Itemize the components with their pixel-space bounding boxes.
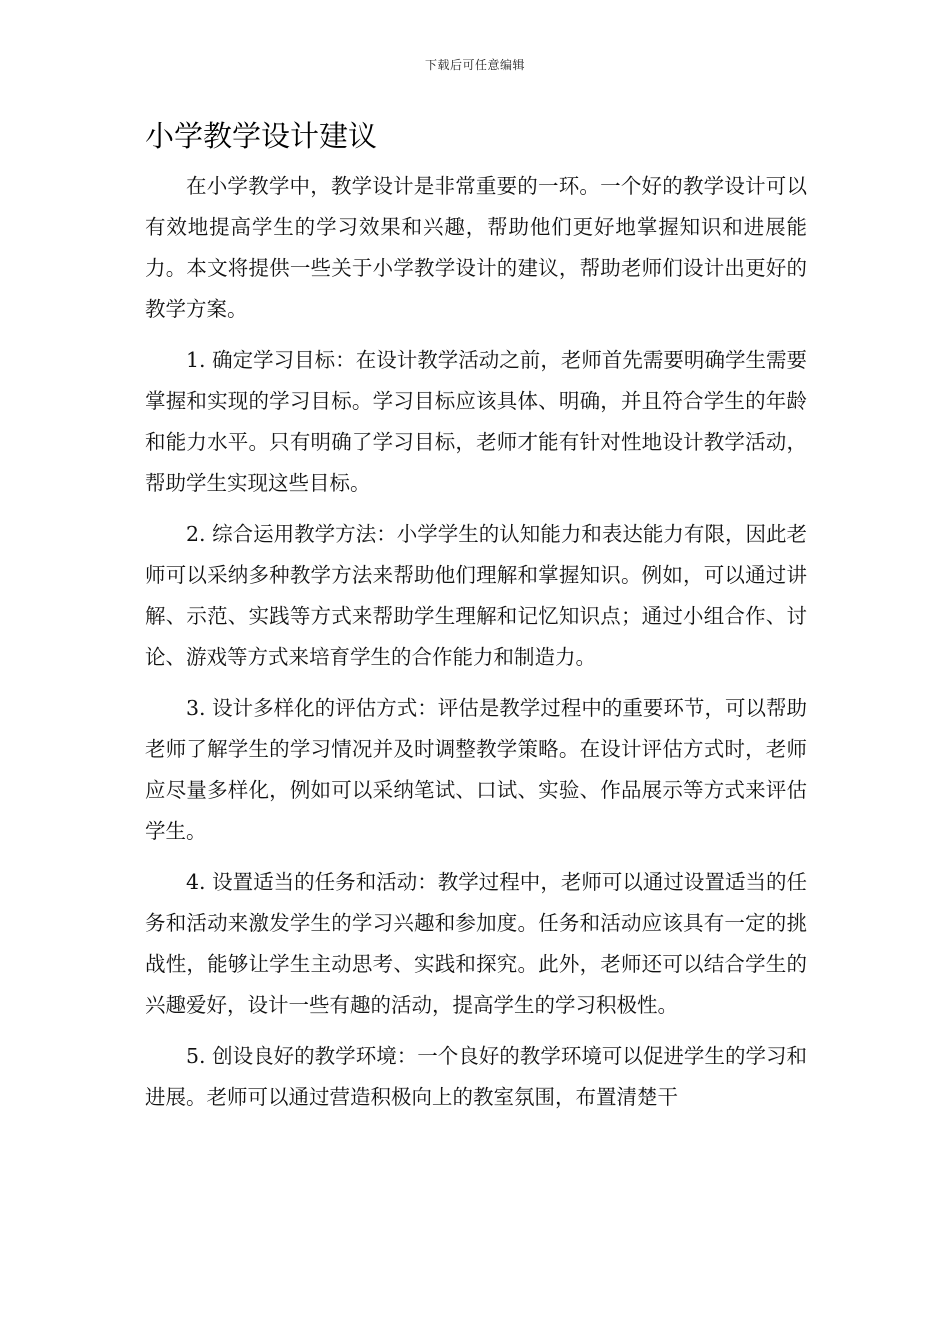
document-body xyxy=(145,166,807,1128)
suggestion-paragraph-5: 5. 创设良好的教学环境：一个良好的教学环境可以促进学生的学习和进展。老师可以通过营造积极向上的教室氛围，布置清楚干 xyxy=(145,1044,807,1109)
suggestion-paragraph-2: 2. 综合运用教学方法：小学学生的认知能力和表达能力有限，因此老师可以采纳多种教学方法来帮助他们理解和掌握知识。例如，可以通过讲解、示范、实践等方式来帮助学生理解和记忆知识点；通过小组合作、讨论、游戏等方式来培育学生的合作能力和制造力。 xyxy=(145,522,807,669)
suggestion-paragraph-1: 1. 确定学习目标：在设计教学活动之前，老师首先需要明确学生需要掌握和实现的学习目标。学习目标应该具体、明确，并且符合学生的年龄和能力水平。只有明确了学习目标，老师才能有针对性地设计教学活动，帮助学生实现这些目标。 xyxy=(145,348,807,495)
document-title: 小学教学设计建议 xyxy=(145,119,378,153)
header-note: 下载后可任意编辑 xyxy=(424,58,525,72)
suggestion-paragraph-3: 3. 设计多样化的评估方式：评估是教学过程中的重要环节，可以帮助老师了解学生的学习情况并及时调整教学策略。在设计评估方式时，老师应尽量多样化，例如可以采纳笔试、口试、实验、作品展示等方式来评估学生。 xyxy=(145,696,807,843)
intro-paragraph: 在小学教学中，教学设计是非常重要的一环。一个好的教学设计可以有效地提高学生的学习效果和兴趣，帮助他们更好地掌握知识和进展能力。本文将提供一些关于小学教学设计的建议，帮助老师们设计出更好的教学方案。 xyxy=(145,174,807,321)
suggestion-paragraph-4: 4. 设置适当的任务和活动：教学过程中，老师可以通过设置适当的任务和活动来激发学生的学习兴趣和参加度。任务和活动应该具有一定的挑战性，能够让学生主动思考、实践和探究。此外，老师还可以结合学生的兴趣爱好，设计一些有趣的活动，提高学生的学习积极性。 xyxy=(145,870,807,1017)
